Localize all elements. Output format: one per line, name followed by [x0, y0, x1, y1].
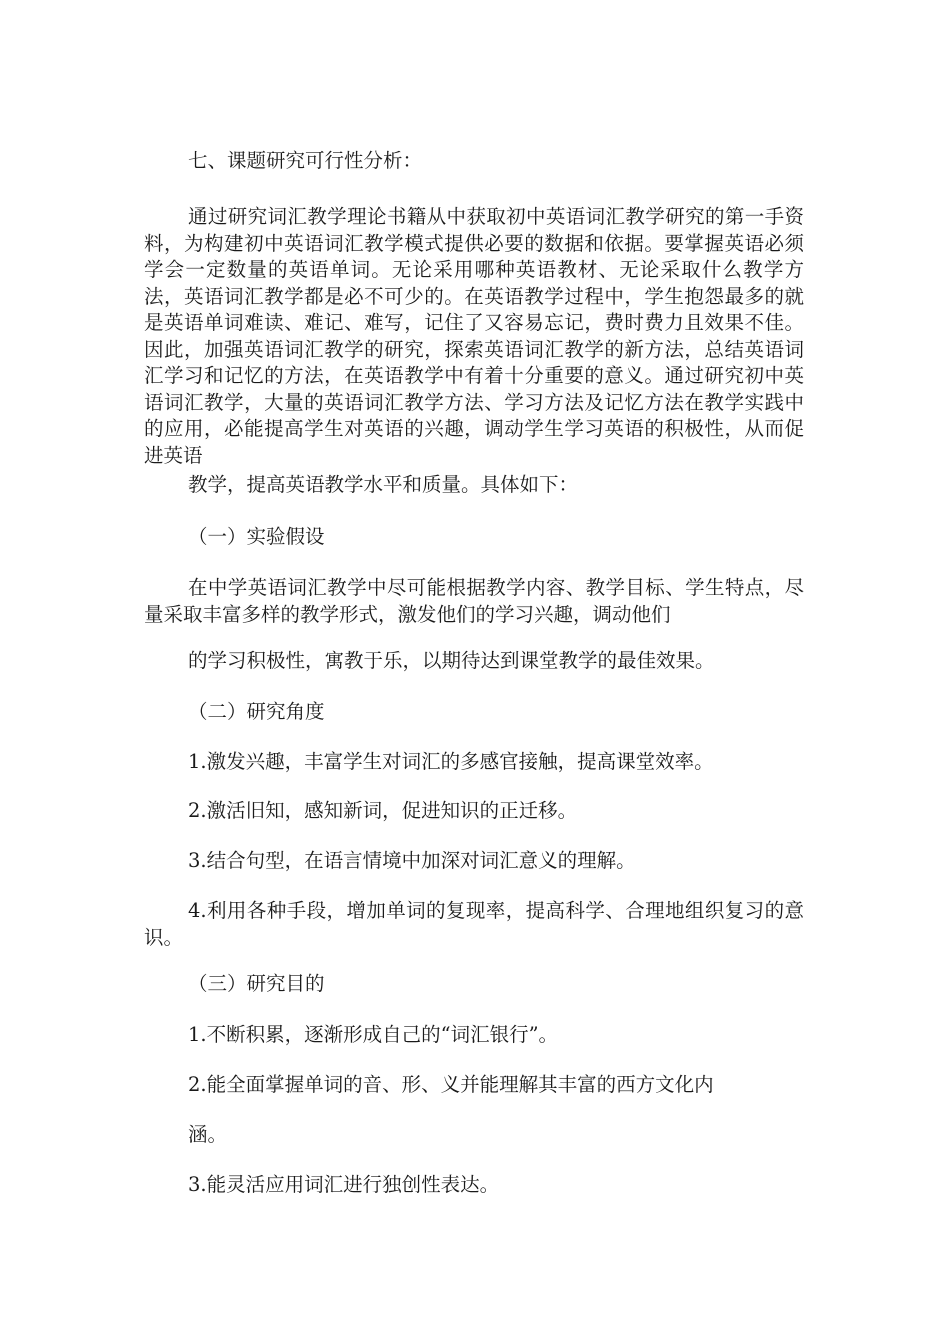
hypothesis-heading: （一）实验假设: [188, 525, 325, 548]
goal-item: 2.能全面掌握单词的音、形、义并能理解其丰富的西方文化内: [188, 1073, 714, 1096]
angle-item: 2.激活旧知，感知新词，促进知识的正迁移。: [188, 799, 578, 822]
hypothesis-continuation: 的学习积极性，寓教于乐，以期待达到课堂教学的最佳效果。: [188, 649, 715, 672]
intro-continuation: 教学，提高英语教学水平和质量。具体如下：: [188, 473, 579, 496]
angle-heading: （二）研究角度: [188, 700, 325, 723]
goal-item-continuation: 涵。: [188, 1123, 228, 1146]
angle-item: 1.激发兴趣，丰富学生对词汇的多感官接触，提高课堂效率。: [188, 750, 714, 773]
goal-item: 3.能灵活应用词汇进行独创性表达。: [188, 1173, 500, 1196]
angle-item: 4.利用各种手段，增加单词的复现率，提高科学、合理地组织复习的意识。: [144, 899, 804, 949]
hypothesis-paragraph: 在中学英语词汇教学中尽可能根据教学内容、教学目标、学生特点，尽量采取丰富多样的教学形式，激发他们的学习兴趣，调动他们: [144, 576, 804, 626]
goals-heading: （三）研究目的: [188, 972, 325, 995]
intro-paragraph: 通过研究词汇教学理论书籍从中获取初中英语词汇教学研究的第一手资料，为构建初中英语词汇教学模式提供必要的数据和依据。要掌握英语必须学会一定数量的英语单词。无论采用哪种英语教材、无论采取什么教学方法，英语词汇教学都是必不可少的。在英语教学过程中，学生抱怨最多的就是英语单词难读、难记、难写，记住了又容易忘记，费时费力且效果不佳。因此，加强英语词汇教学的研究，探索英语词汇教学的新方法，总结英语词汇学习和记忆的方法，在英语教学中有着十分重要的意义。通过研究初中英语词汇教学，大量的英语词汇教学方法、学习方法及记忆方法在教学实践中的应用，必能提高学生对英语的兴趣，调动学生学习英语的积极性，从而促进英语: [144, 205, 804, 467]
angle-item: 3.结合句型，在语言情境中加深对词汇意义的理解。: [188, 849, 636, 872]
goal-item: 1.不断积累，逐渐形成自己的“词汇银行”。: [188, 1023, 559, 1046]
section-heading: 七、课题研究可行性分析：: [188, 149, 423, 172]
